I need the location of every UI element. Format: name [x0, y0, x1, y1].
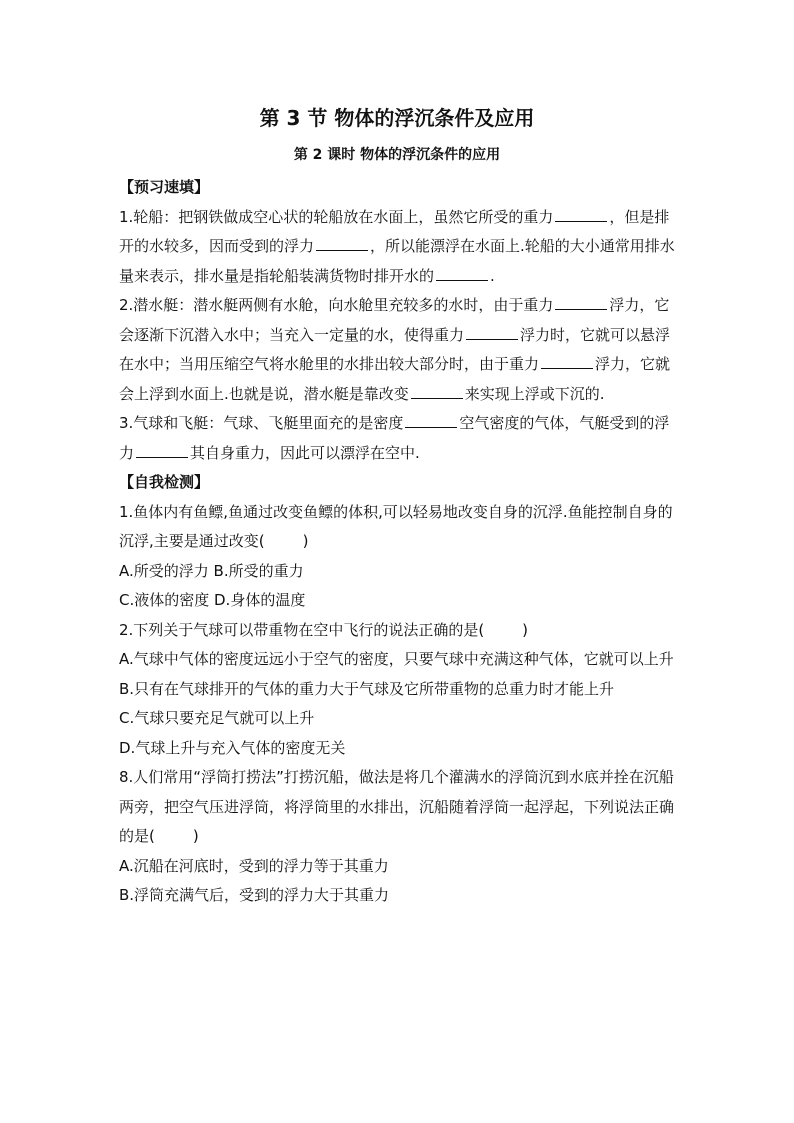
- question-text: ，所以能漂浮在水面上.轮船的大小通常用排水量来表示，排水量是指轮船装满货物时排开水的: [119, 237, 675, 285]
- answer-blank[interactable]: [316, 236, 368, 251]
- preview-question-1: [119, 203, 676, 292]
- question-stem: 1.鱼体内有鱼鳔,鱼通过改变鱼鳔的体积,可以轻易地改变自身的沉浮.鱼能控制自身的沉浮,主要是通过改变(: [119, 502, 673, 550]
- option-b: B.浮筒充满气后，受到的浮力大于其重力: [119, 886, 390, 904]
- answer-blank[interactable]: [555, 295, 607, 310]
- answer-blank[interactable]: [555, 207, 607, 222]
- answer-blank[interactable]: [136, 443, 188, 458]
- question-text: 浮力时，它就可以悬浮在水中；当用压缩空气将水舱里的水排出较大部分时，由于重力: [119, 325, 671, 373]
- worksheet-content: [119, 173, 676, 911]
- question-text: 1.轮船：把钢铁做成空心状的轮船放在水面上，虽然它所受的重力: [119, 207, 554, 226]
- question-close: ): [192, 827, 199, 845]
- option-a: A.气球中气体的密度远远小于空气的密度，只要气球中充满这种气体，它就可以上升: [119, 650, 674, 668]
- option-d: D.气球上升与充入气体的密度无关: [119, 738, 346, 757]
- preview-question-3: [119, 409, 676, 468]
- option-a: A.沉船在河底时，受到的浮力等于其重力: [119, 856, 389, 875]
- answer-blank[interactable]: [541, 354, 593, 369]
- answer-blank[interactable]: [466, 325, 518, 340]
- question-text: 浮力，它会逐渐下沉潜入水中；当充入一定量的水，使得重力: [119, 296, 670, 344]
- option-row: C.液体的密度 D.身体的温度: [119, 591, 306, 609]
- answer-blank[interactable]: [436, 266, 488, 281]
- self-check-question-8: [119, 763, 676, 852]
- option-b: B.只有在气球排开的气体的重力大于气球及它所带重物的总重力时才能上升: [119, 679, 615, 698]
- question-text: 来实现上浮或下沉的.: [464, 384, 605, 403]
- question-close: ): [302, 532, 309, 550]
- option-c: C.气球只要充足气就可以上升: [119, 709, 315, 727]
- option-row: A.所受的浮力 B.所受的重力: [119, 561, 304, 580]
- question-text: 其自身重力，因此可以漂浮在空中.: [190, 443, 420, 462]
- answer-blank[interactable]: [405, 413, 457, 428]
- self-check-heading: 【自我检测】: [119, 473, 210, 491]
- question-text: 2.潜水艇：潜水艇两侧有水舱，向水舱里充较多的水时，由于重力: [119, 296, 554, 314]
- question-text: 3.气球和飞艇：气球、飞艇里面充的是密度: [119, 414, 404, 432]
- question-close: ): [522, 620, 529, 639]
- lesson-subtitle: 第 2 课时 物体的浮沉条件的应用: [293, 147, 501, 163]
- preview-question-2: [119, 291, 676, 409]
- answer-blank[interactable]: [411, 384, 463, 399]
- question-text: ，但是排开的水较多，因而受到的浮力: [119, 207, 670, 255]
- question-text: .: [490, 266, 495, 285]
- section-title: 第 3 节 物体的浮沉条件及应用: [259, 106, 535, 130]
- question-text: 浮力，它就会上浮到水面上.也就是说，潜水艇是靠改变: [119, 355, 671, 403]
- self-check-question-2: [119, 616, 676, 646]
- question-text: 空气密度的气体，气艇受到的浮力: [119, 414, 670, 462]
- question-stem: 2.下列关于气球可以带重物在空中飞行的说法正确的是(: [119, 620, 485, 639]
- self-check-question-1: [119, 498, 676, 557]
- preview-heading: 【预习速填】: [119, 178, 210, 196]
- question-stem: 8.人们常用“浮筒打捞法”打捞沉船，做法是将几个灌满水的浮筒沉到水底并拴在沉船两旁，把空气压进浮筒，将浮筒里的水排出，沉船随着浮筒一起浮起，下列说法正确的是(: [119, 768, 675, 845]
